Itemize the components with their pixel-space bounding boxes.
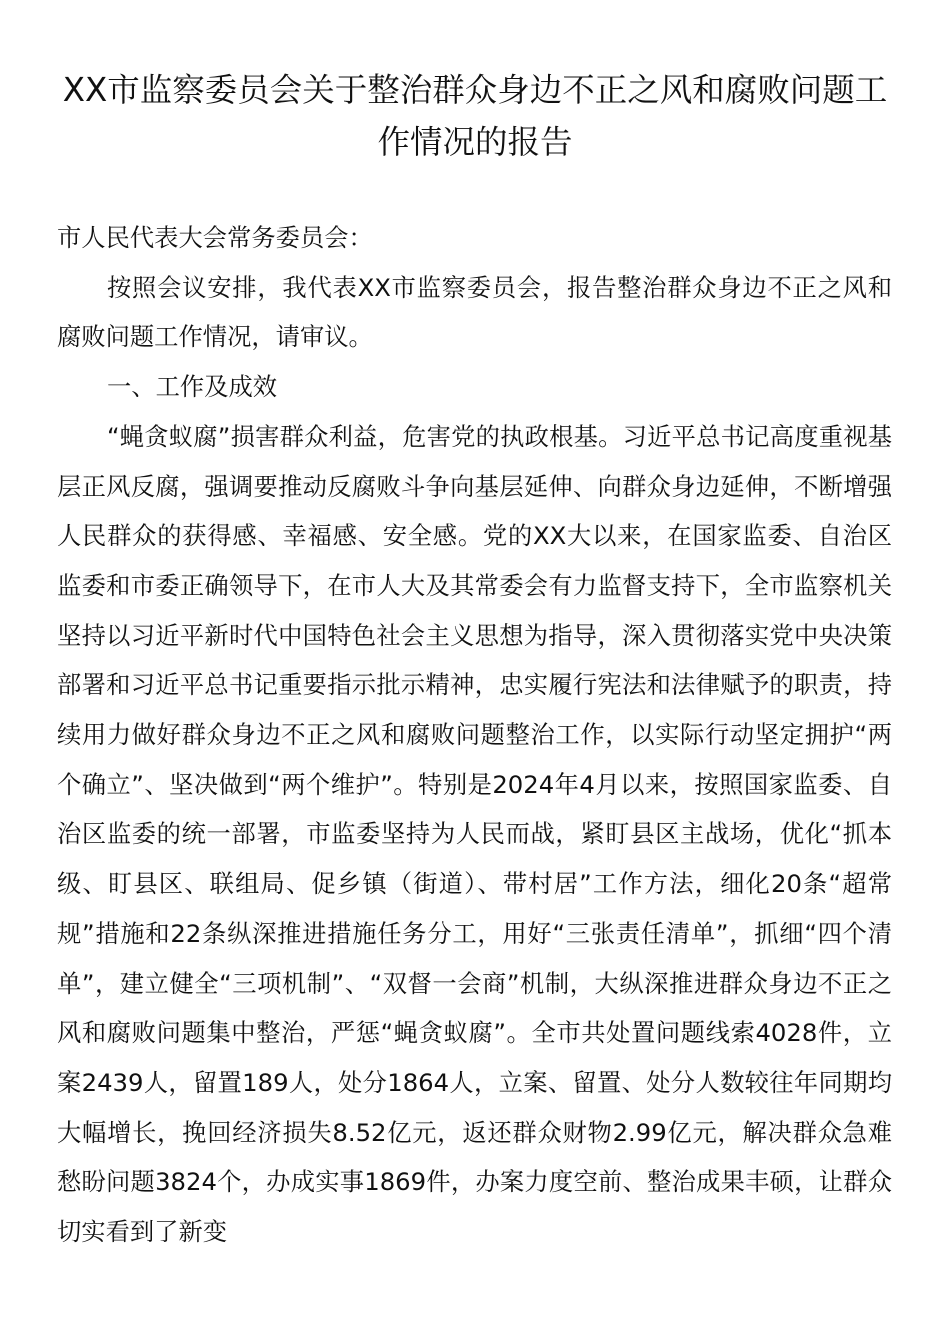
- body-paragraph: “蝇贪蚁腐”损害群众利益，危害党的执政根基。习近平总书记高度重视基层正风反腐，强调要推动反腐败斗争向基层延伸、向群众身边延伸，不断增强人民群众的获得感、幸福感、安全感。党的XX大以来，在国家监委、自治区监委和市委正确领导下，在市人大及其常委会有力监督支持下，全市监察机关坚持以习近平新时代中国特色社会主义思想为指导，深入贯彻落实党中央决策部署和习近平总书记重要指示批示精神，忠实履行宪法和法律赋予的职责，持续用力做好群众身边不正之风和腐败问题整治工作，以实际行动坚定拥护“两个确立”、坚决做到“两个维护”。特别是2024年4月以来，按照国家监委、自治区监委的统一部署，市监委坚持为人民而战，紧盯县区主战场，优化“抓本级、盯县区、联组局、促乡镇（街道）、带村居”工作方法，细化20条“超常规”措施和22条纵深推进措施任务分工，用好“三张责任清单”，抓细“四个清单”，建立健全“三项机制”、“双督一会商”机制，大纵深推进群众身边不正之风和腐败问题集中整治，严惩“蝇贪蚁腐”。全市共处置问题线索4028件，立案2439人，留置189人，处分1864人，立案、留置、处分人数较往年同期均大幅增长，挽回经济损失8.52亿元，返还群众财物2.99亿元，解决群众急难愁盼问题3824个，办成实事1869件，办案力度空前、整治成果丰硕，让群众切实看到了新变: [57, 421, 892, 1247]
- salutation: 市人民代表大会常务委员会：: [57, 223, 373, 252]
- intro-paragraph: 按照会议安排，我代表XX市监察委员会，报告整治群众身边不正之风和腐败问题工作情况，请审议。: [57, 272, 892, 352]
- section-heading: 一、工作及成效: [107, 372, 278, 402]
- document-body: [57, 213, 892, 1257]
- document-title: XX市监察委员会关于整治群众身边不正之风和腐败问题工作情况的报告: [62, 71, 888, 161]
